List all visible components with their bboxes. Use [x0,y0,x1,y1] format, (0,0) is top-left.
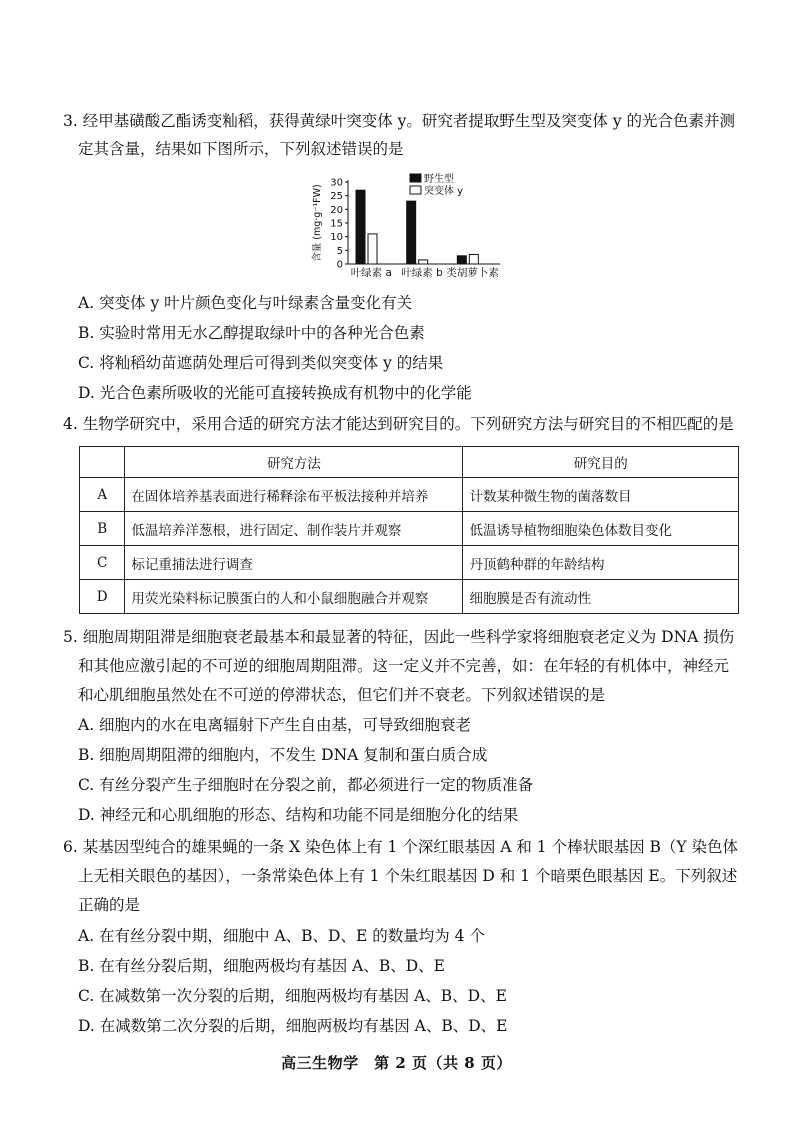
legend-label: 突变体 y [424,186,464,197]
y-tick-label: 10 [330,232,343,244]
q5-option-c: C. 有丝分裂产生子细胞时在分裂之前，都必须进行一定的物质准备 [78,776,534,794]
q6-option-a: A. 在有丝分裂中期，细胞中 A、B、D、E 的数量均为 4 个 [78,927,485,945]
bar-wild-type [457,256,466,264]
q6-stem-line3: 正确的是 [78,896,141,914]
legend-swatch [410,186,421,194]
q3-option-c: C. 将籼稻幼苗遮荫处理后可得到类似突变体 y 的结果 [78,354,444,372]
q3-stem-line1: 3. 经甲基磺酸乙酯诱变籼稻，获得黄绿叶突变体 y。研究者提取野生型及突变体 y 的光合色素并测 [63,112,736,130]
table-header-row [80,447,739,478]
table-row [80,580,739,614]
table-header-cell [80,447,125,478]
y-tick-label: 30 [330,177,343,189]
q3-option-a: A. 突变体 y 叶片颜色变化与叶绿素含量变化有关 [78,294,413,312]
row-label: B [80,512,125,546]
x-tick-label: 叶绿素 a [350,267,392,279]
purpose-cell: 低温诱导植物细胞染色体数目变化 [463,512,739,546]
x-tick-label: 类胡萝卜素 [446,267,499,279]
method-cell: 低温培养洋葱根，进行固定、制作装片并观察 [125,512,463,546]
methods-table [79,446,739,614]
method-cell: 在固体培养基表面进行稀释涂布平板法接种并培养 [125,478,463,512]
row-label: D [80,580,125,614]
row-label: A [80,478,125,512]
q5-option-d: D. 神经元和心肌细胞的形态、结构和功能不同是细胞分化的结果 [78,806,519,824]
table-row [80,478,739,512]
y-tick-label: 15 [330,218,343,230]
legend-label: 野生型 [424,174,454,185]
q3-stem-line2: 定其含量，结果如下图所示，下列叙述错误的是 [78,140,404,158]
y-tick-label: 0 [336,259,343,271]
bar-mutant-y [469,254,478,264]
purpose-cell: 丹顶鹤种群的年龄结构 [463,546,739,580]
purpose-cell: 细胞膜是否有流动性 [463,580,739,614]
q5-option-b: B. 细胞周期阻滞的细胞内，不发生 DNA 复制和蛋白质合成 [78,746,488,764]
q6-option-d: D. 在减数第二次分裂的后期，细胞两极均有基因 A、B、D、E [78,1017,508,1035]
x-tick-label: 叶绿素 b [401,267,443,279]
bar-mutant-y [419,260,428,264]
q5-option-a: A. 细胞内的水在电离辐射下产生自由基，可导致细胞衰老 [78,716,472,734]
y-tick-label: 20 [330,204,343,216]
q5-stem-line1: 5. 细胞周期阻滞是细胞衰老最基本和最显著的特征，因此一些科学家将细胞衰老定义为 DNA 损伤 [63,628,735,646]
y-axis-label: 含量 (mg·g⁻¹FW) [312,184,323,262]
bar-wild-type [407,201,416,264]
y-tick-label: 25 [330,191,343,203]
bar-wild-type [356,190,365,264]
q6-option-c: C. 在减数第一次分裂的后期，细胞两极均有基因 A、B、D、E [78,987,507,1005]
q5-stem-line2: 和其他应激引起的不可逆的细胞周期阻滞。这一定义并不完善，如：在年轻的有机体中，神经元 [78,657,730,675]
purpose-cell: 计数某种微生物的菌落数目 [463,478,739,512]
table-header-cell: 研究方法 [125,447,463,478]
y-tick-label: 5 [336,245,343,257]
table-row [80,512,739,546]
q5-stem-line3: 和心肌细胞虽然处在不可逆的停滞状态，但它们并不衰老。下列叙述错误的是 [78,686,606,704]
method-cell: 用荧光染料标记膜蛋白的人和小鼠细胞融合并观察 [125,580,463,614]
table-row [80,546,739,580]
legend-swatch [410,174,421,182]
q4-stem: 4. 生物学研究中，采用合适的研究方法才能达到研究目的。下列研究方法与研究目的不相匹配的是 [63,415,734,433]
q6-option-b: B. 在有丝分裂后期，细胞两极均有基因 A、B、D、E [78,957,445,975]
page-footer: 高三生物学 第 2 页（共 8 页） [281,1054,512,1072]
table-header-cell: 研究目的 [463,447,739,478]
method-cell: 标记重捕法进行调查 [125,546,463,580]
q6-stem-line2: 上无相关眼色的基因），一条常染色体上有 1 个朱红眼基因 D 和 1 个暗栗色眼基因 E。下列叙述 [78,867,738,885]
q3-option-d: D. 光合色素所吸收的光能可直接转换成有机物中的化学能 [78,384,472,402]
bar-mutant-y [368,234,377,264]
pigment-bar-chart [300,168,520,286]
q3-option-b: B. 实验时常用无水乙醇提取绿叶中的各种光合色素 [78,324,425,342]
q6-stem-line1: 6. 某基因型纯合的雄果蝇的一条 X 染色体上有 1 个深红眼基因 A 和 1 个棒状眼基因 B（Y 染色体 [63,838,739,856]
row-label: C [80,546,125,580]
